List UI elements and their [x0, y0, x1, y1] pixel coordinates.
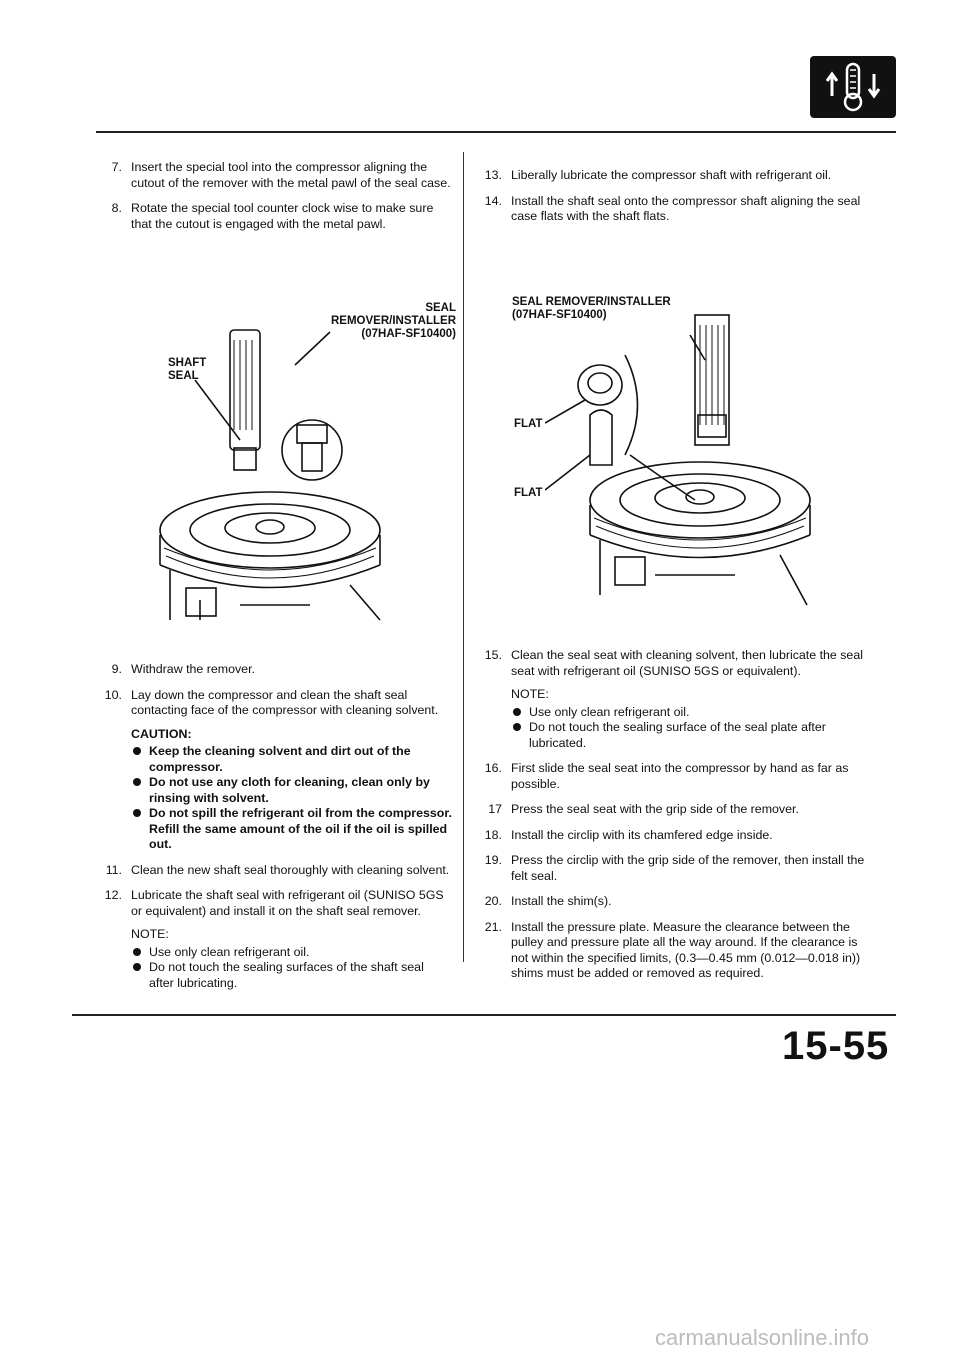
page-number: 15-55 — [782, 1024, 890, 1068]
fig-label-tool-right: SEAL REMOVER/INSTALLER (07HAF-SF10400) — [512, 296, 671, 321]
step-13: 13. Liberally lubricate the compressor shaft with refrigerant oil. — [484, 168, 832, 182]
bullet-icon — [513, 708, 521, 716]
shaft-seal-removal-illustration — [150, 320, 450, 640]
bullet-icon — [513, 723, 521, 731]
step-9: 9. Withdraw the remover. — [111, 662, 255, 676]
bullet-icon — [133, 809, 141, 817]
note-item: Do not touch the sealing surfaces of the shaft seal after lubricating. — [131, 960, 452, 991]
note-item: Use only clean refrigerant oil. — [511, 705, 874, 721]
left-column-top — [96, 160, 452, 242]
caution-title: CAUTION: — [131, 726, 192, 741]
fig-label-flat-2: FLAT — [514, 487, 543, 499]
step-15: 15. Clean the seal seat with cleaning solvent, then lubricate the seal seat with refrigerant oil (SUNISO 5GS or equivalent). NOTE: Use only clean refrigerant oil. Do not touch the sealing surface of the seal plate after lubricated. — [476, 648, 874, 751]
right-column-bottom — [476, 648, 874, 992]
step-19: 19. Press the circlip with the grip side of the remover, then install the felt seal. — [484, 853, 865, 883]
step-21: 21. Install the pressure plate. Measure the clearance between the pulley and pressure plate all the way around. If the clearance is not within the specified limits, (0.3—0.45 mm (0.012—0.018 in)) shims must be added or removed as required. — [484, 919, 861, 980]
watermark: carmanualsonline.info — [655, 1325, 870, 1350]
bullet-icon — [133, 948, 141, 956]
bullet-icon — [133, 963, 141, 971]
note-item: Use only clean refrigerant oil. — [131, 945, 452, 961]
step-8: 8. Rotate the special tool counter clock wise to make sure that the cutout is engaged with the metal pawl. — [111, 201, 434, 231]
fig-label-tool: SEAL REMOVER/INSTALLER (07HAF-SF10400) — [330, 302, 456, 340]
step-14: 14. Install the shaft seal onto the compressor shaft aligning the seal case flats with the shaft flats. — [484, 193, 861, 223]
shaft-seal-installation-illustration — [545, 305, 845, 625]
left-column-bottom — [96, 662, 452, 1001]
note-title: NOTE: — [131, 927, 169, 941]
column-divider — [463, 152, 464, 962]
fig-label-shaft-seal: SHAFT SEAL — [168, 357, 207, 382]
step-10: 10. Lay down the compressor and clean the shaft seal contacting face of the compressor with cleaning solvent. CAUTION: Keep the cleaning solvent and dirt out of the compressor. Do not use any cloth for cleaning, clean only by rinsing with solvent. Do not spill the refrigerant oil from the compressor. Refill the same amount of the oil if the oil is spilled out. — [104, 687, 452, 851]
note-item: Do not touch the sealing surface of the seal plate after lubricated. — [511, 720, 874, 751]
footer-rule — [72, 1014, 896, 1016]
bullet-icon — [133, 747, 141, 755]
step-11: 11. Clean the new shaft seal thoroughly with cleaning solvent. — [105, 862, 450, 877]
step-16: 16. First slide the seal seat into the compressor by hand as far as possible. — [484, 761, 849, 791]
header-rule — [96, 131, 896, 133]
caution-item: Do not use any cloth for cleaning, clean only by rinsing with solvent. — [131, 775, 452, 806]
step-17: 17 Press the seal seat with the grip side of the remover. — [488, 802, 799, 816]
fig-label-flat-1: FLAT — [514, 418, 543, 430]
note-title: NOTE: — [511, 687, 549, 701]
caution-item: Do not spill the refrigerant oil from the compressor. Refill the same amount of the oil if the oil is spilled out. — [131, 806, 452, 853]
right-column-top — [476, 168, 874, 235]
step-7: 7. Insert the special tool into the compressor aligning the cutout of the remover with the metal pawl of the seal case. — [111, 160, 451, 190]
thermometer-icon — [810, 56, 896, 118]
caution-item: Keep the cleaning solvent and dirt out of the compressor. — [131, 744, 452, 775]
step-18: 18. Install the circlip with its chamfered edge inside. — [484, 827, 773, 842]
step-12: 12. Lubricate the shaft seal with refrigerant oil (SUNISO 5GS or equivalent) and install it on the shaft seal remover. NOTE: Use only clean refrigerant oil. Do not touch the sealing surfaces of the shaft seal after lubricating. — [96, 888, 452, 991]
step-20: 20. Install the shim(s). — [484, 894, 612, 908]
bullet-icon — [133, 778, 141, 786]
